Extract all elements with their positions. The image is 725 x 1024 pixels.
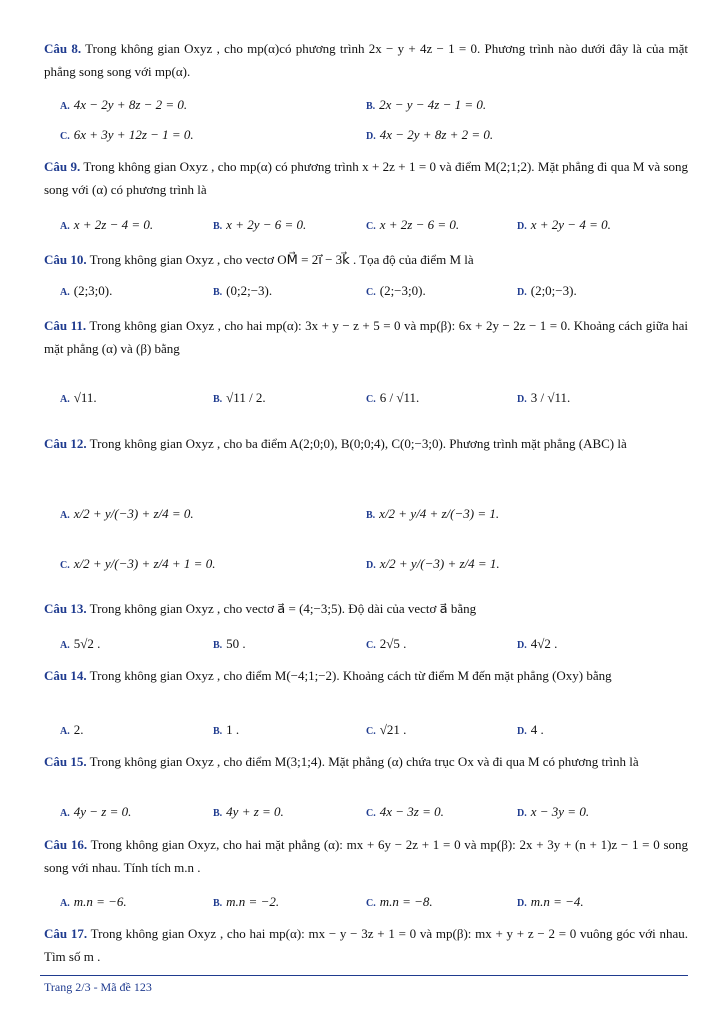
question-12-stem: [44, 432, 688, 455]
page-footer: Trang 2/3 - Mã đề 123: [44, 980, 152, 994]
question-number: Câu 9.: [44, 159, 81, 174]
option-a: A. x/2 + y/(−3) + z/4 = 0.: [60, 506, 194, 521]
option-b: B. 1 .: [213, 722, 240, 737]
option-b: B. x + 2y − 6 = 0.: [213, 217, 307, 232]
option-d: D. 4√2 .: [517, 636, 558, 651]
option-d: D. (2;0;−3).: [517, 283, 577, 298]
option-c: C. m.n = −8.: [366, 894, 433, 909]
question-9-stem: [44, 155, 688, 201]
question-number: Câu 14.: [44, 668, 87, 683]
question-14-options: [60, 718, 690, 742]
option-a: A. 4y − z = 0.: [60, 804, 132, 819]
option-d: D. x + 2y − 4 = 0.: [517, 217, 611, 232]
question-14-stem: [44, 664, 688, 687]
question-text: Trong không gian Oxyz , cho điểm M(−4;1;−2). Khoảng cách từ điểm M đến mặt phẳng (Oxy) bằng: [89, 668, 612, 683]
footer-divider: [40, 975, 688, 976]
question-text: Trong không gian Oxyz , cho hai mp(α): 3x + y − z + 5 = 0 và mp(β): 6x + 2y − 2z − 1 = 0. Khoảng cách giữa hai mặt phẳng (α) và (β) bằng: [44, 318, 689, 356]
option-a: A. (2;3;0).: [60, 283, 113, 298]
question-number: Câu 17.: [44, 926, 88, 941]
option-b: B. (0;2;−3).: [213, 283, 273, 298]
question-number: Câu 12.: [44, 436, 87, 451]
question-10-stem: [44, 248, 688, 271]
question-number: Câu 10.: [44, 252, 87, 267]
question-13-options: [60, 632, 690, 656]
question-text: Trong không gian Oxyz , cho điểm M(3;1;4). Mặt phẳng (α) chứa trục Ox và đi qua M có phương trình là: [89, 754, 639, 769]
option-c: C. 4x − 3z = 0.: [366, 804, 444, 819]
option-c: C. x/2 + y/(−3) + z/4 + 1 = 0.: [60, 556, 216, 571]
option-a: A. 2.: [60, 722, 84, 737]
question-15-options: [60, 800, 690, 824]
question-text: Trong không gian Oxyz , cho vectơ a⃗ = (4;−3;5). Độ dài của vectơ a⃗ bằng: [89, 601, 477, 616]
question-number: Câu 16.: [44, 837, 88, 852]
option-c: C. 6x + 3y + 12z − 1 = 0.: [60, 127, 194, 142]
option-b: B. x/2 + y/4 + z/(−3) = 1.: [366, 506, 500, 521]
question-16-options: [60, 890, 690, 914]
question-12-options-row-2: [60, 552, 690, 576]
question-text: Trong không gian Oxyz , cho mp(α) có phương trình x + 2z + 1 = 0 và điểm M(2;1;2). Mặt phẳng đi qua M và song song với (α) có phương trình là: [44, 159, 688, 197]
option-c: C. x + 2z − 6 = 0.: [366, 217, 460, 232]
option-c: C. 2√5 .: [366, 636, 407, 651]
option-d: D. 4x − 2y + 8z + 2 = 0.: [366, 127, 494, 142]
option-a: A. 5√2 .: [60, 636, 101, 651]
question-number: Câu 11.: [44, 318, 87, 333]
option-b: B. m.n = −2.: [213, 894, 280, 909]
question-9-options: [60, 213, 690, 237]
option-a: A. x + 2z − 4 = 0.: [60, 217, 154, 232]
option-a: A. √11.: [60, 390, 97, 405]
option-b: B. 2x − y − 4z − 1 = 0.: [366, 97, 487, 112]
option-b: B. 50 .: [213, 636, 246, 651]
option-c: C. 6 / √11.: [366, 390, 420, 405]
question-17-stem: [44, 922, 688, 968]
question-11-options: [60, 386, 690, 410]
option-d: D. m.n = −4.: [517, 894, 584, 909]
question-13-stem: [44, 597, 688, 620]
question-text: Trong không gian Oxyz , cho ba điểm A(2;0;0), B(0;0;4), C(0;−3;0). Phương trình mặt phẳng (ABC) là: [89, 436, 627, 451]
question-8-options-row-2: [60, 123, 690, 147]
question-8-options-row-1: [60, 93, 690, 117]
question-number: Câu 8.: [44, 41, 82, 56]
option-d: D. x/2 + y/(−3) + z/4 = 1.: [366, 556, 500, 571]
option-d: D. 4 .: [517, 722, 544, 737]
option-b: B. 4y + z = 0.: [213, 804, 284, 819]
option-c: C. (2;−3;0).: [366, 283, 426, 298]
option-d: D. 3 / √11.: [517, 390, 571, 405]
question-16-stem: [44, 833, 688, 879]
question-11-stem: [44, 314, 688, 360]
question-12-options-row-1: [60, 502, 690, 526]
option-d: D. x − 3y = 0.: [517, 804, 590, 819]
question-text: Trong không gian Oxyz , cho mp(α)có phương trình 2x − y + 4z − 1 = 0. Phương trình nào dưới đây là của mặt phẳng song song với mp(α).: [44, 41, 689, 79]
question-text: Trong không gian Oxyz , cho vectơ OM⃗ = 2i⃗ − 3k⃗ . Tọa độ của điểm M là: [89, 252, 474, 267]
question-10-options: [60, 279, 690, 303]
question-text: Trong không gian Oxyz, cho hai mặt phẳng (α): mx + 6y − 2z + 1 = 0 và mp(β): 2x + 3y + (n + 1)z − 1 = 0 song song với nhau. Tính tích m.n .: [44, 837, 689, 875]
question-number: Câu 15.: [44, 754, 87, 769]
question-8-stem: [44, 37, 688, 83]
option-c: C. √21 .: [366, 722, 407, 737]
option-b: B. √11 / 2.: [213, 390, 266, 405]
question-number: Câu 13.: [44, 601, 87, 616]
option-a: A. m.n = −6.: [60, 894, 127, 909]
question-text: Trong không gian Oxyz , cho hai mp(α): mx − y − 3z + 1 = 0 và mp(β): mx + y + z − 2 = 0 vuông góc với nhau. Tìm số m .: [44, 926, 689, 964]
question-15-stem: [44, 750, 688, 773]
option-a: A. 4x − 2y + 8z − 2 = 0.: [60, 97, 188, 112]
